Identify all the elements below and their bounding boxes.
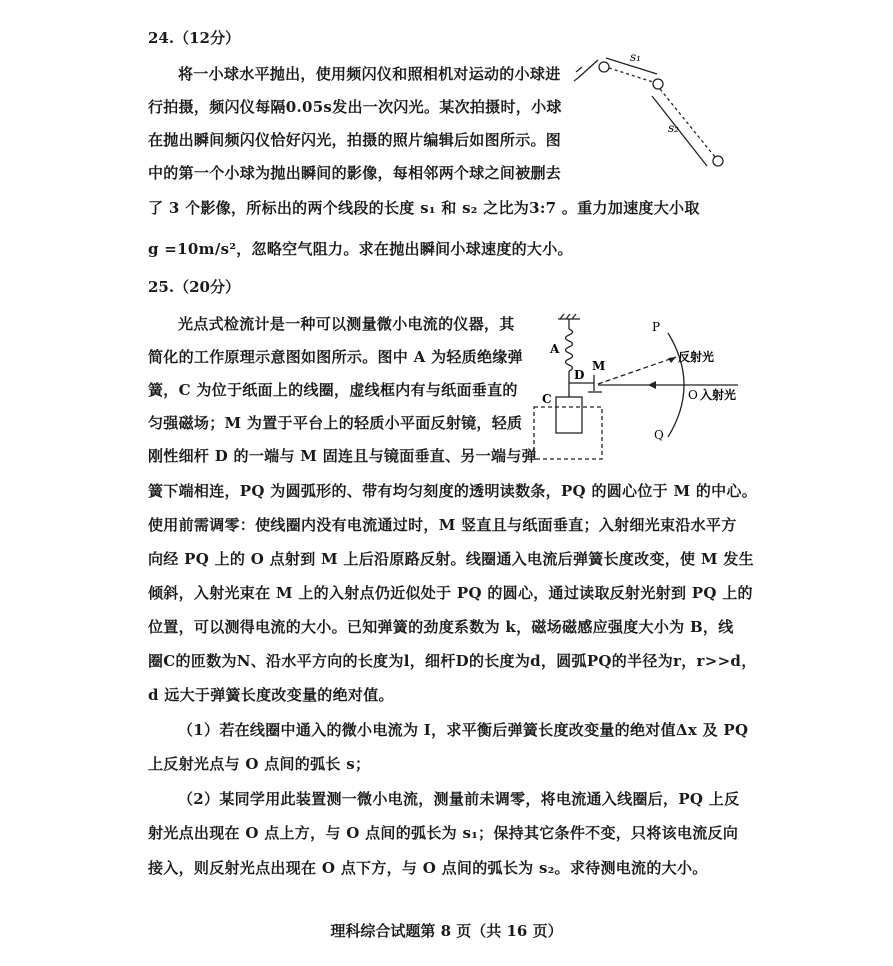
- q25-line-5: 刚性细杆 D 的一端与 M 固连且与镜面垂直、另一端与弹: [148, 447, 537, 465]
- q25-line-1: 光点式检流计是一种可以测量微小电流的仪器，其: [178, 315, 515, 333]
- q25-line-3: 簧，C 为位于纸面上的线圈，虚线框内有与纸面垂直的: [148, 381, 518, 399]
- label-Q: Q: [654, 428, 664, 442]
- q25-line-7: 使用前需调零：使线圈内没有电流通过时，M 竖直且与纸面垂直；入射细光束沿水平方: [148, 516, 737, 534]
- label-D: D: [574, 368, 585, 382]
- q24-line-1: 将一小球水平抛出，使用频闪仪和照相机对运动的小球进: [178, 65, 561, 83]
- q24-line-2: 行拍摄，频闪仪每隔0.05s发出一次闪光。某次拍摄时，小球: [148, 98, 562, 116]
- q25-line-10: 位置，可以测得电流的大小。已知弹簧的劲度系数为 k，磁场磁感应强度大小为 B，线: [148, 618, 734, 636]
- q25-line-15: （2）某同学用此装置测一微小电流，测量前未调零，将电流通入线圈后，PQ 上反: [178, 790, 740, 808]
- q24-figure: [572, 40, 732, 180]
- q25-line-11: 圈C的匝数为N、沿水平方向的长度为l，细杆D的长度为d，圆弧PQ的半径为r，r>>d，: [148, 652, 757, 670]
- q24-line-4: 中的第一个小球为抛出瞬间的影像，每相邻两个球之间被删去: [148, 164, 562, 182]
- label-s1: s₁: [630, 50, 641, 64]
- q25-figure: [528, 305, 748, 465]
- q25-line-4: 匀强磁场；M 为置于平台上的轻质小平面反射镜，轻质: [148, 414, 523, 432]
- label-A: A: [550, 342, 560, 356]
- q25-line-8: 向经 PQ 上的 O 点射到 M 上后沿原路反射。线圈通入电流后弹簧长度改变，使 M 发生: [148, 550, 754, 568]
- q24-line-3: 在抛出瞬间频闪仪恰好闪光，拍摄的照片编辑后如图所示。图: [148, 131, 562, 149]
- label-O: O: [688, 388, 698, 402]
- label-incident: 入射光: [700, 388, 737, 402]
- q24-line-6: g =10m/s²，忽略空气阻力。求在抛出瞬间小球速度的大小。: [148, 240, 573, 258]
- label-reflected: 反射光: [678, 350, 715, 364]
- ball-1: [599, 62, 609, 72]
- q25-line-16: 射光点出现在 O 点上方，与 O 点间的弧长为 s₁；保持其它条件不变，只将该电流反向: [148, 824, 739, 842]
- ball-3: [713, 156, 723, 166]
- q25-line-9: 倾斜，入射光束在 M 上的入射点仍近似处于 PQ 的圆心，通过读取反射光射到 PQ 上的: [148, 584, 753, 602]
- q24-header: 24.（12分）: [148, 29, 240, 47]
- q25-line-17: 接入，则反射光点出现在 O 点下方，与 O 点间的弧长为 s₂。求待测电流的大小。: [148, 859, 708, 877]
- q25-line-12: d 远大于弹簧长度改变量的绝对值。: [148, 686, 394, 704]
- label-s2: s₂: [668, 121, 679, 135]
- label-M: M: [592, 359, 606, 373]
- q25-line-13: （1）若在线圈中通入的微小电流为 I，求平衡后弹簧长度改变量的绝对值Δx 及 PQ: [178, 721, 749, 739]
- q25-line-6: 簧下端相连，PQ 为圆弧形的、带有均匀刻度的透明读数条，PQ 的圆心位于 M 的中心。: [148, 482, 758, 500]
- ball-2: [653, 79, 663, 89]
- label-P: P: [652, 320, 661, 334]
- page-footer: 理科综合试题第 8 页（共 16 页）: [330, 922, 563, 940]
- q24-line-5: 了 3 个影像，所标出的两个线段的长度 s₁ 和 s₂ 之比为3:7 。重力加速度大小取: [148, 199, 700, 217]
- label-C: C: [542, 392, 552, 406]
- q25-line-2: 简化的工作原理示意图如图所示。图中 A 为轻质绝缘弹: [148, 348, 523, 366]
- q25-line-14: 上反射光点与 O 点间的弧长 s；: [148, 755, 371, 773]
- q25-header: 25.（20分）: [148, 278, 240, 296]
